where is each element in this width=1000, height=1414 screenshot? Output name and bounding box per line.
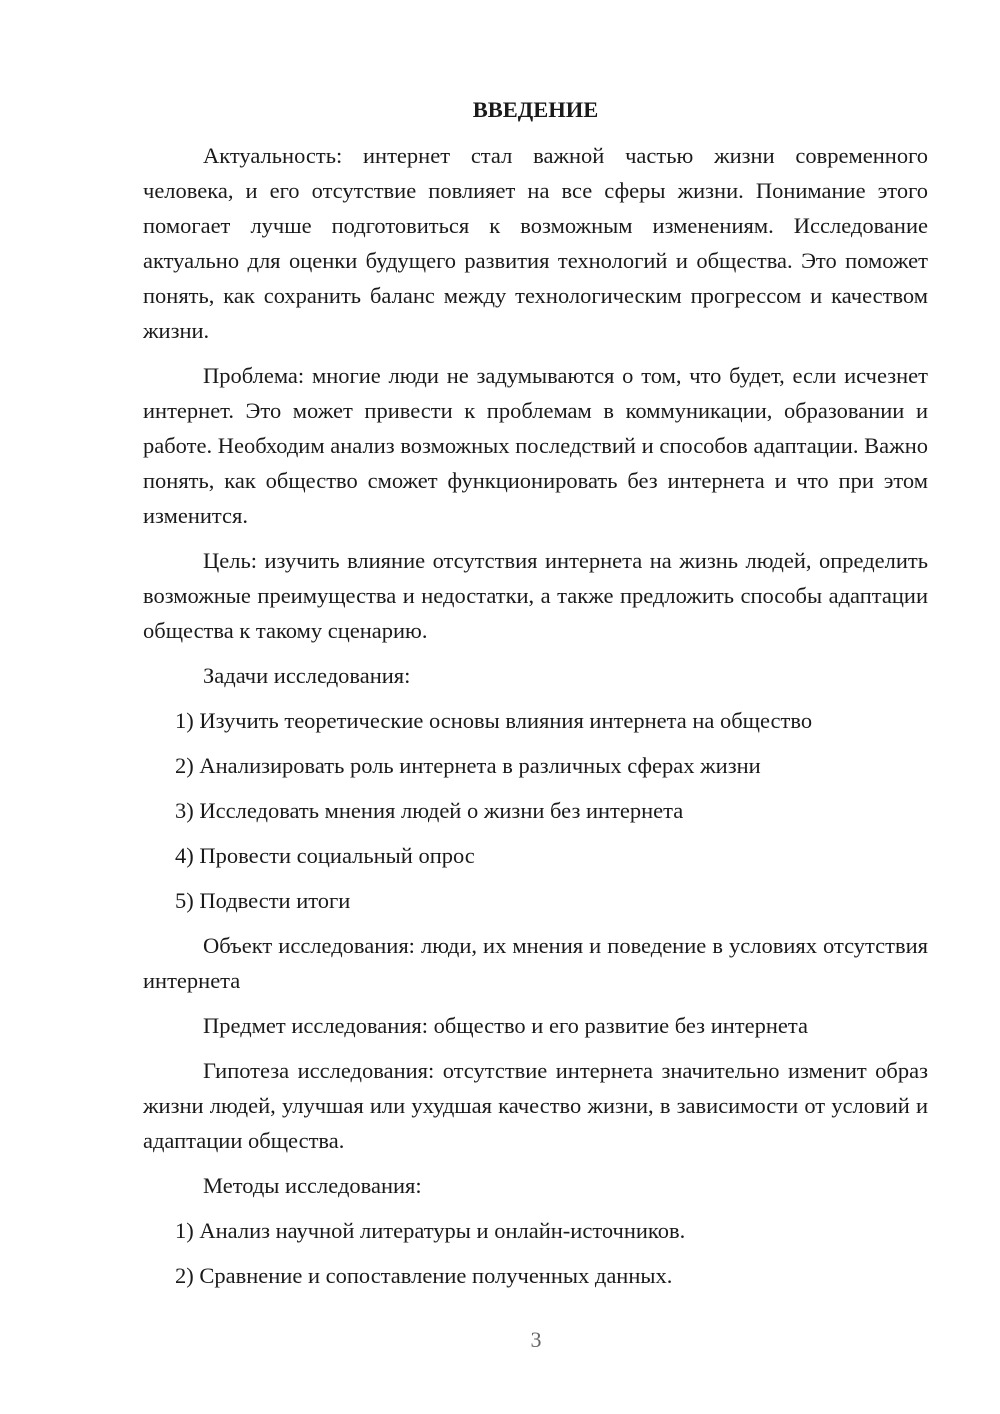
list-item: 3) Исследовать мнения людей о жизни без интернета [175,798,684,823]
relevance-paragraph: Актуальность: интернет стал важной частью жизни современного человека, и его отсутствие повлияет на все сферы жизни. Понимание этого помогает лучше подготовиться к возможным изменениям. Исследование актуально для оценки будущего развития технологий и общества. Это поможет понять, как сохранить баланс между технологическим прогрессом и качеством жизни. [143,143,928,343]
hypothesis-paragraph: Гипотеза исследования: отсутствие интернета значительно изменит образ жизни людей, улучшая или ухудшая качество жизни, в зависимости от условий и адаптации общества. [143,1058,928,1153]
goal-paragraph: Цель: изучить влияние отсутствия интернета на жизнь людей, определить возможные преимущества и недостатки, а также предложить способы адаптации общества к такому сценарию. [143,548,928,643]
section-title: ВВЕДЕНИЕ [472,97,599,122]
subject-paragraph: Предмет исследования: общество и его развитие без интернета [203,1013,808,1038]
list-item: 4) Провести социальный опрос [175,843,475,868]
list-item: 1) Анализ научной литературы и онлайн-источников. [175,1218,686,1243]
list-item: 2) Сравнение и сопоставление полученных данных. [175,1263,673,1288]
page-number: 3 [530,1327,542,1352]
tasks-list [143,703,928,918]
list-item: 2) Анализировать роль интернета в различных сферах жизни [175,753,761,778]
methods-list [143,1213,928,1293]
list-item: 1) Изучить теоретические основы влияния интернета на общество [175,708,813,733]
list-item: 5) Подвести итоги [175,888,351,913]
object-paragraph: Объект исследования: люди, их мнения и поведение в условиях отсутствия интернета [143,933,928,993]
problem-paragraph: Проблема: многие люди не задумываются о том, что будет, если исчезнет интернет. Это может привести к проблемам в коммуникации, образовании и работе. Необходим анализ возможных последствий и способов адаптации. Важно понять, как общество сможет функционировать без интернета и что при этом изменится. [143,363,928,528]
document-page [143,95,928,1303]
methods-label: Методы исследования: [203,1173,422,1198]
tasks-label: Задачи исследования: [203,663,411,688]
